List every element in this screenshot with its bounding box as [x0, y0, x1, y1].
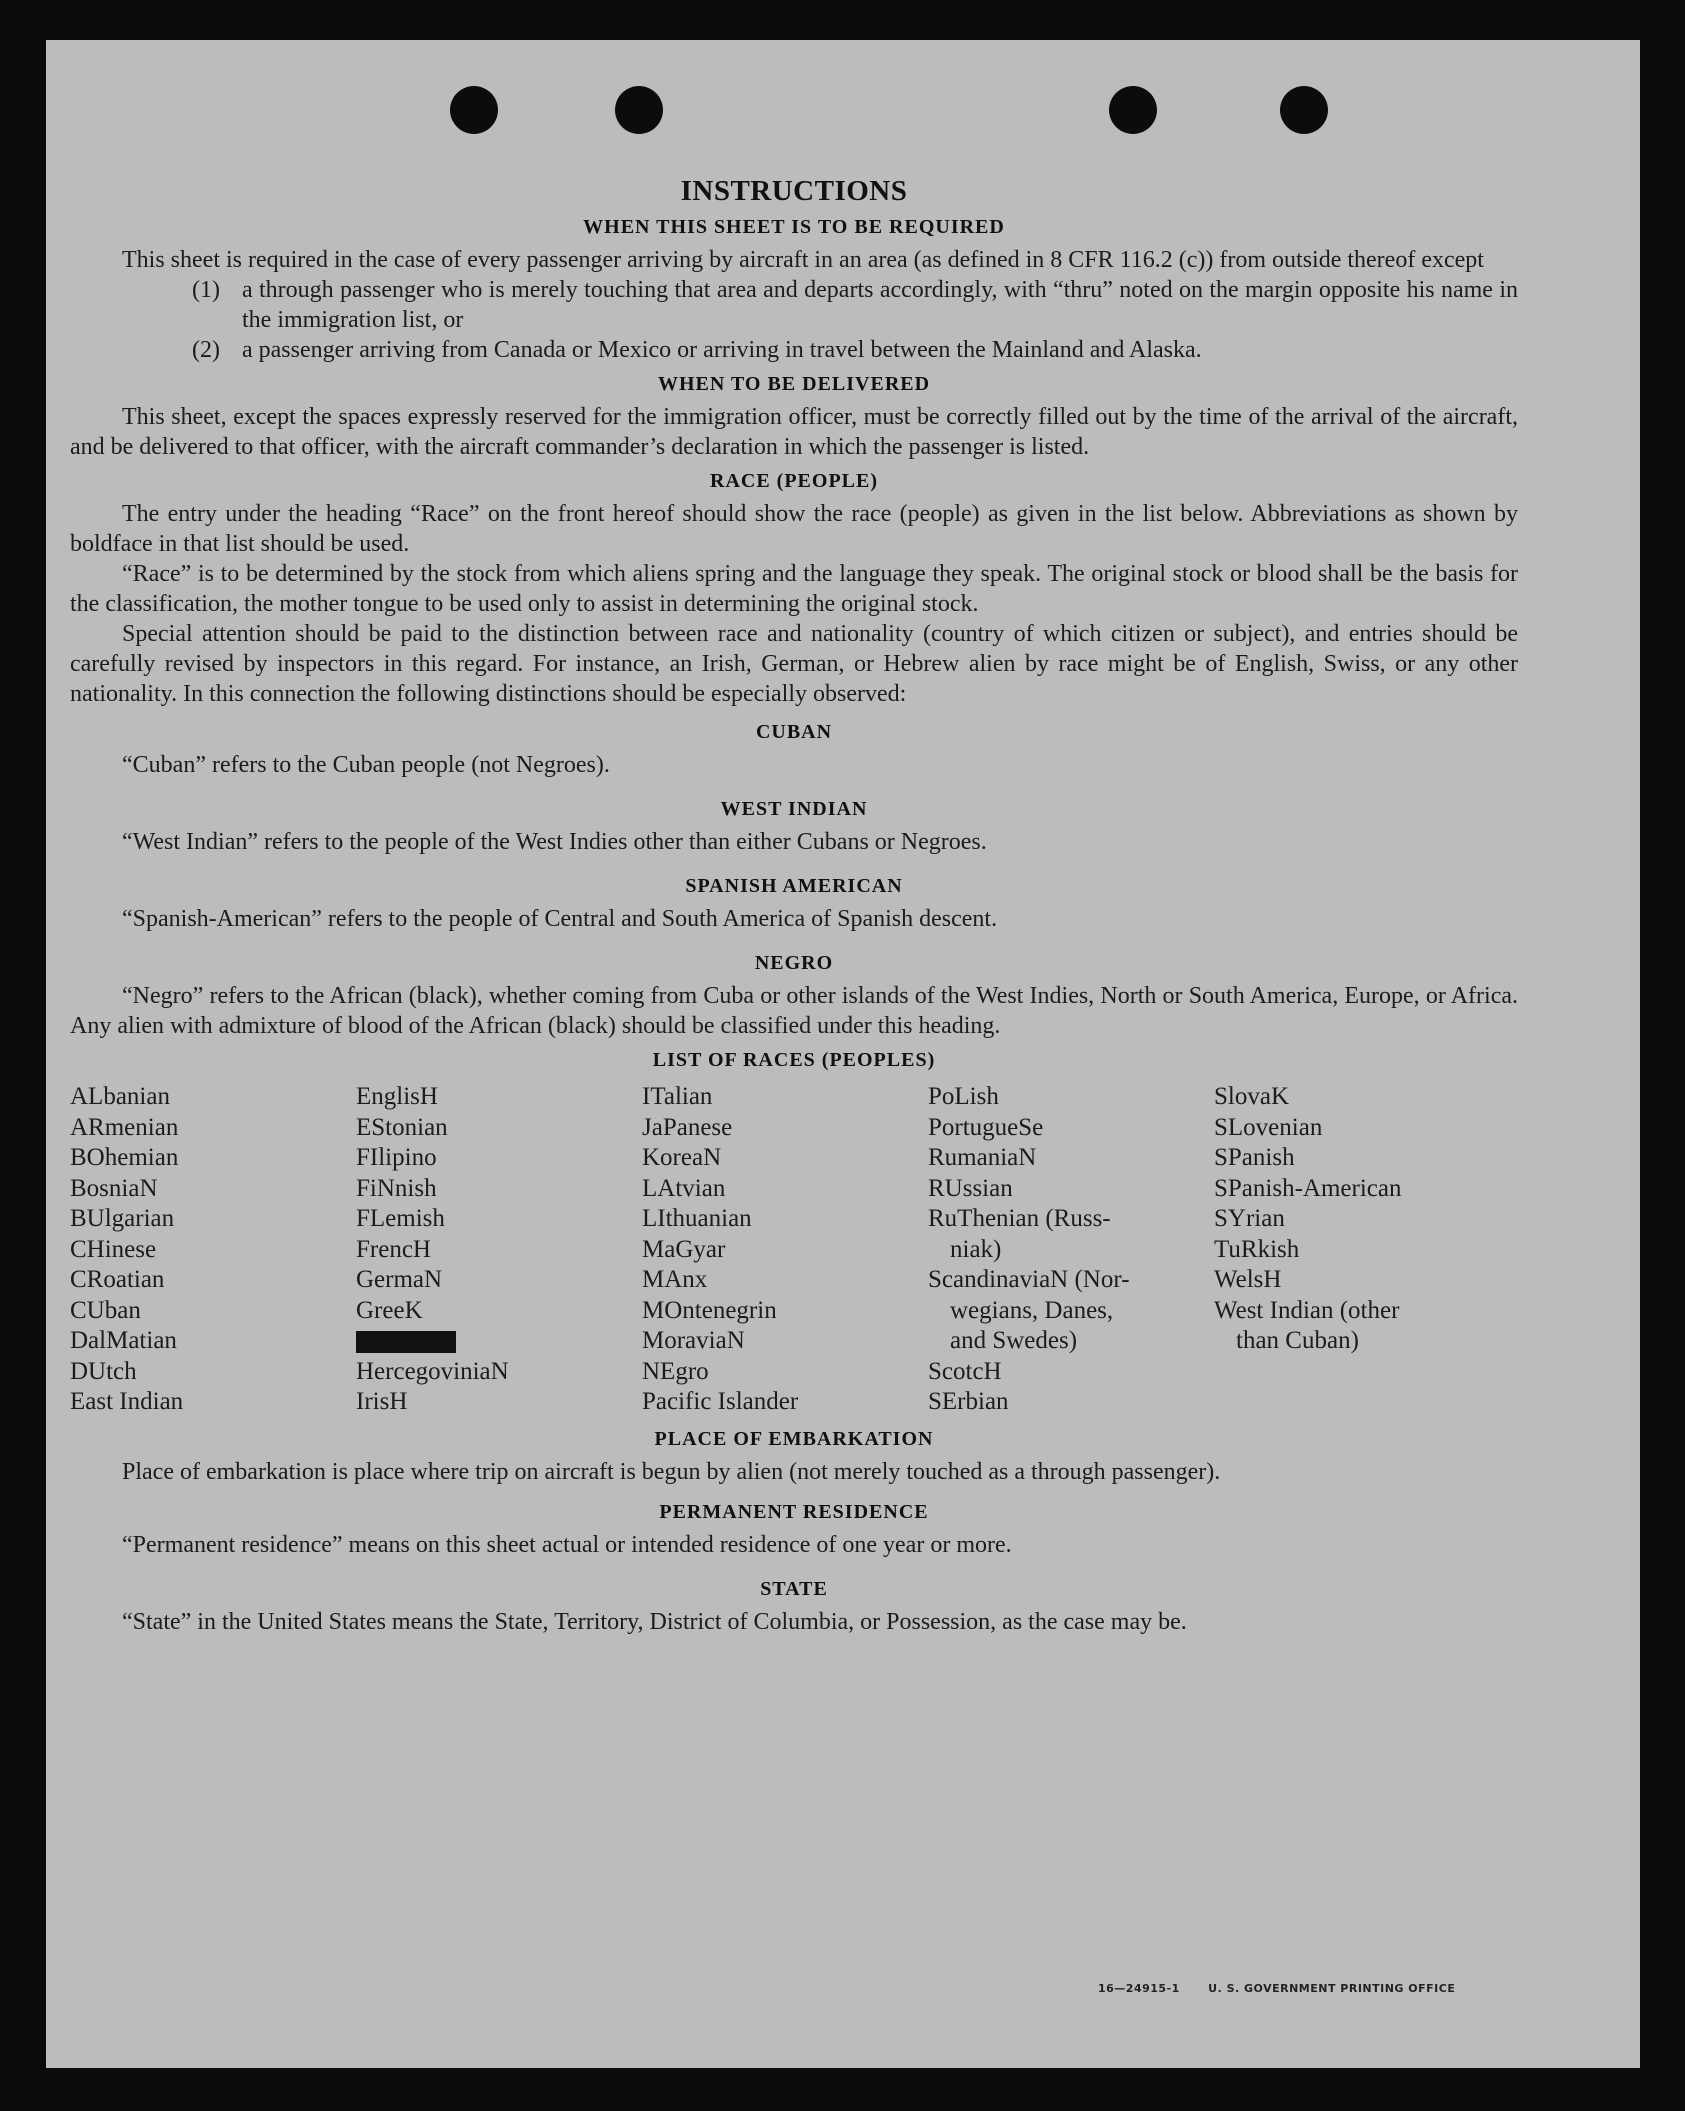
race-entry: TuRkish: [1214, 1235, 1300, 1263]
race-entry: CRoatian: [70, 1266, 165, 1293]
item-text: a passenger arriving from Canada or Mexico or arriving in travel between the Mainland and Alaska.: [242, 337, 1202, 363]
section-heading-cuban: CUBAN: [755, 721, 833, 743]
punch-hole: [615, 86, 663, 134]
section-heading-embarkation: PLACE OF EMBARKATION: [654, 1427, 934, 1450]
form-number: 16—24915-1: [1098, 1982, 1180, 1995]
punch-hole: [1280, 86, 1328, 134]
race-entry: BUlgarian: [70, 1205, 175, 1232]
race-entry: DalMatian: [70, 1327, 177, 1354]
state-text: “State” in the United States means the State, Territory, District of Columbia, or Possession, as the case may be.: [122, 1608, 1187, 1635]
printer-imprint: [1098, 1982, 1479, 1995]
cuban-text: “Cuban” refers to the Cuban people (not Negroes).: [122, 752, 610, 778]
race-paragraph: The entry under the heading “Race” on the front hereof should show the race (people) as given in the list below. Abbreviations as shown by boldface in that list should be used.: [70, 501, 1518, 557]
race-entry: ScotcH: [928, 1357, 1002, 1385]
races-column: [928, 1082, 1214, 1418]
when-delivered-text: This sheet, except the spaces expressly reserved for the immigration officer, must be correctly filled out by the time of the arrival of the aircraft, and be delivered to that officer, with the aircraft commander’s declaration in which the passenger is listed.: [70, 404, 1518, 460]
race-entry: FIlipino: [356, 1144, 437, 1171]
page-title: INSTRUCTIONS: [680, 175, 908, 207]
race-entry: BosniaN: [70, 1174, 158, 1202]
item-number: (1): [192, 277, 220, 303]
exception-item: [192, 335, 1518, 365]
race-entry: West Indian (other: [1214, 1296, 1400, 1324]
document-page: [46, 40, 1640, 2068]
section-heading-negro: NEGRO: [754, 952, 834, 974]
section-heading-spanish-american: SPANISH AMERICAN: [685, 875, 903, 897]
printer-name: U. S. GOVERNMENT PRINTING OFFICE: [1208, 1982, 1456, 1995]
race-entry: MaGyar: [642, 1235, 726, 1263]
race-entry: MAnx: [642, 1266, 708, 1293]
race-entry: LIthuanian: [642, 1205, 752, 1232]
race-entry: SPanish: [1214, 1144, 1295, 1171]
race-entry: IrisH: [356, 1388, 408, 1415]
section-heading-list-of-races: LIST OF RACES (PEOPLES): [652, 1049, 936, 1071]
race-entry-continuation: niak): [950, 1235, 1002, 1263]
when-required-intro: This sheet is required in the case of every passenger arriving by aircraft in an area (as defined in 8 CFR 116.2 (c)) from outside thereof except: [122, 247, 1484, 273]
race-entry: SPanish-American: [1214, 1174, 1402, 1202]
section-heading-state: STATE: [760, 1577, 828, 1600]
race-entry: RumaniaN: [928, 1144, 1037, 1171]
race-entry: JaPanese: [642, 1113, 733, 1141]
race-entry-redacted: [356, 1326, 642, 1357]
race-entry: GermaN: [356, 1266, 443, 1293]
race-entry: FrencH: [356, 1235, 431, 1263]
race-paragraph: Special attention should be paid to the distinction between race and nationality (country of which citizen or subject), and entries should be carefully revised by inspectors in this regard. For instance, an Irish, German, or Hebrew alien by race might be of English, Swiss, or any other nationality. In this connection the following distinctions should be especially observed:: [70, 621, 1518, 707]
races-column: [1214, 1082, 1500, 1418]
race-entry: WelsH: [1214, 1266, 1282, 1293]
races-column: [70, 1082, 356, 1418]
race-entry: EStonian: [356, 1113, 448, 1141]
negro-text: “Negro” refers to the African (black), whether coming from Cuba or other islands of the West Indies, North or South America, Europe, or Africa. Any alien with admixture of blood of the African (black) should be classified under this heading.: [70, 983, 1518, 1039]
race-entry-continuation: and Swedes): [950, 1327, 1078, 1354]
race-entry: SErbian: [928, 1388, 1009, 1415]
race-entry: ARmenian: [70, 1113, 179, 1141]
instructions-body: [70, 175, 1518, 1637]
section-heading-permanent-residence: PERMANENT RESIDENCE: [659, 1500, 929, 1523]
race-entry: PortugueSe: [928, 1113, 1044, 1141]
punch-hole: [1109, 86, 1157, 134]
race-entry: East Indian: [70, 1388, 184, 1415]
race-entry: PoLish: [928, 1083, 999, 1110]
item-text: a through passenger who is merely touching that area and departs accordingly, with “thru” noted on the margin opposite his name in the immigration list, or: [242, 277, 1518, 333]
race-entry: SYrian: [1214, 1205, 1285, 1232]
race-entry: Pacific Islander: [642, 1388, 799, 1415]
race-entry: FLemish: [356, 1205, 445, 1232]
race-entry: DUtch: [70, 1357, 137, 1385]
races-column: [356, 1082, 642, 1418]
race-entry: MoraviaN: [642, 1327, 745, 1354]
race-entry: CHinese: [70, 1235, 157, 1263]
race-entry-continuation: than Cuban): [1236, 1327, 1359, 1354]
exception-item: [192, 275, 1518, 335]
section-heading-race: RACE (PEOPLE): [710, 470, 878, 492]
race-entry: MOntenegrin: [642, 1296, 777, 1324]
embarkation-text: Place of embarkation is place where trip on aircraft is begun by alien (not merely touched as a through passenger).: [122, 1458, 1221, 1485]
race-entry: SlovaK: [1214, 1083, 1289, 1110]
race-entry: CUban: [70, 1296, 141, 1324]
spanish-american-text: “Spanish-American” refers to the people of Central and South America of Spanish descent.: [122, 906, 998, 932]
residence-text: “Permanent residence” means on this sheet actual or intended residence of one year or more.: [122, 1531, 1012, 1558]
race-entry-continuation: wegians, Danes,: [950, 1296, 1114, 1324]
race-entry: ScandinaviaN (Nor-: [928, 1266, 1130, 1293]
race-entry: LAtvian: [642, 1174, 726, 1202]
exception-list: [192, 275, 1518, 365]
race-entry: ALbanian: [70, 1083, 170, 1110]
race-entry: KoreaN: [642, 1144, 722, 1171]
races-table: [70, 1082, 1518, 1418]
race-paragraph: “Race” is to be determined by the stock from which aliens spring and the language they speak. The original stock or blood shall be the basis for the classification, the mother tongue to be used only to assist in determining the original stock.: [70, 561, 1518, 617]
item-number: (2): [192, 337, 220, 363]
race-entry: FiNnish: [356, 1174, 437, 1202]
race-entry: EnglisH: [356, 1083, 438, 1110]
race-entry: HercegoviniaN: [356, 1357, 509, 1385]
race-entry: BOhemian: [70, 1144, 179, 1171]
race-entry: NEgro: [642, 1357, 709, 1385]
section-heading-when-delivered: WHEN TO BE DELIVERED: [657, 373, 931, 395]
west-indian-text: “West Indian” refers to the people of the West Indies other than either Cubans or Negroes.: [122, 829, 987, 855]
race-entry: ITalian: [642, 1083, 713, 1110]
races-column: [642, 1082, 928, 1418]
race-entry: RuThenian (Russ-: [928, 1205, 1111, 1232]
race-entry: GreeK: [356, 1296, 423, 1324]
section-heading-when-required: WHEN THIS SHEET IS TO BE REQUIRED: [583, 216, 1005, 238]
section-heading-west-indian: WEST INDIAN: [720, 798, 868, 820]
redaction-mark: [356, 1331, 456, 1353]
punch-hole: [450, 86, 498, 134]
race-entry: RUssian: [928, 1174, 1013, 1202]
race-entry: SLovenian: [1214, 1113, 1323, 1141]
